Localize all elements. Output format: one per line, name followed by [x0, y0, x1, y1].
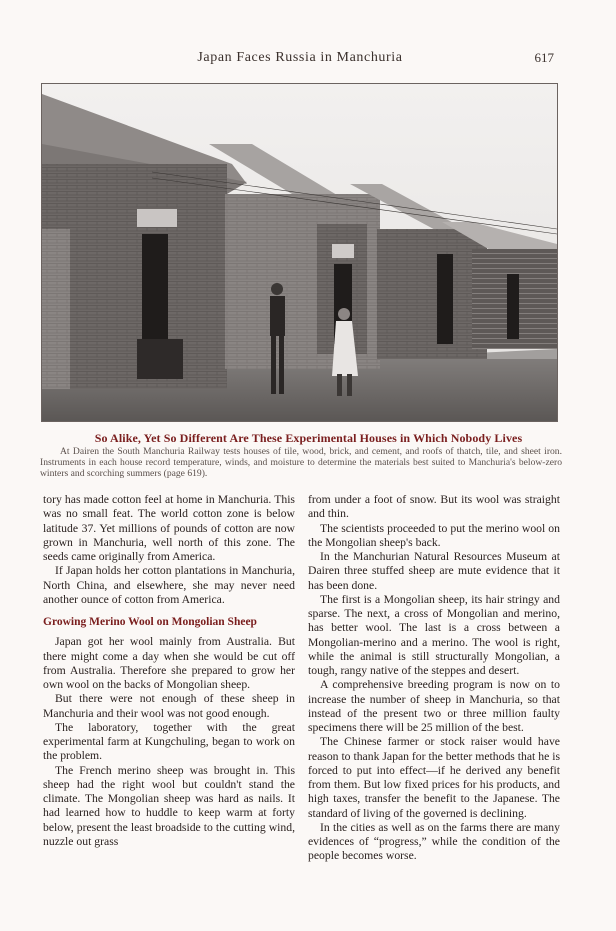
- paragraph: But there were not enough of these sheep in Manchuria and their wool was not good enough.: [43, 692, 295, 720]
- running-title: Japan Faces Russia in Manchuria: [197, 50, 403, 65]
- paragraph: Japan got her wool mainly from Australia. But there might come a day when she would be cut off from Australia. Therefore she prepared to grow her own wool on the backs of Mongolian sheep.: [43, 635, 295, 691]
- paragraph: from under a foot of snow. But its wool was straight and thin.: [308, 493, 560, 521]
- left-column: [43, 493, 295, 849]
- experimental-houses-photo: [41, 83, 558, 422]
- paragraph: The first is a Mongolian sheep, its hair stringy and sparse. The next, a cross of Mongolian and merino, has better wool. The last is a cross between a Mongolian-merino and a merino. The wool is right, while the animal is still structurally Mongolian, a tough, rangy native of the steppes and desert.: [308, 592, 560, 677]
- paragraph: In the Manchurian Natural Resources Museum at Dairen three stuffed sheep are mute evidence that it has been done.: [308, 550, 560, 592]
- paragraph: If Japan holds her cotton plantations in Manchuria, North China, and elsewhere, she may never need another ounce of cotton from America.: [43, 564, 295, 606]
- paragraph: In the cities as well as on the farms there are many evidences of “progress,” while the condition of the people becomes worse.: [308, 820, 560, 863]
- paragraph: tory has made cotton feel at home in Manchuria. This was no small feat. The world cotton zone is below latitude 37. Yet millions of pounds of cotton are now grown in Manchuria, well north of this zone. The seeds came originally from America.: [43, 493, 295, 563]
- paragraph: The French merino sheep was brought in. This sheep had the right wool but couldn't stand the climate. The Mongolian sheep was hard as nails. It had learned how to huddle to keep warm at forty below, present the least broadside to the cutting wind, nuzzle out grass: [43, 763, 295, 848]
- paragraph: A comprehensive breeding program is now on to increase the number of sheep in Manchuria, so that instead of the present two or three million faulty specimens there will be 25 million of the best.: [308, 678, 560, 734]
- page-number: 617: [534, 50, 554, 65]
- paragraph: The Chinese farmer or stock raiser would have reason to thank Japan for the better methods that he is forced to put into effect—if he derived any benefit from them. But low fixed prices for his products, and high taxes, transfer the benefit to the Japanese. The standard of living of the governed is declining.: [308, 735, 560, 820]
- section-subheading: Growing Merino Wool on Mongolian Sheep: [43, 616, 257, 628]
- right-column: [308, 493, 560, 864]
- page-header: [0, 50, 616, 70]
- paragraph: The scientists proceeded to put the merino wool on the Mongolian sheep's back.: [308, 521, 560, 549]
- caption-title: So Alike, Yet So Different Are These Experimental Houses in Which Nobody Lives: [94, 431, 523, 445]
- caption-body: At Dairen the South Manchuria Railway tests houses of tile, wood, brick, and cement, and roofs of thatch, tile, and sheet iron. Instruments in each house record temperature, winds, and moisture to determine the materials best suited to Manchuria's below-zero winters and scorching summers (page 619).: [40, 446, 562, 479]
- paragraph: The laboratory, together with the great experimental farm at Kungchuling, began to work on the problem.: [43, 720, 295, 763]
